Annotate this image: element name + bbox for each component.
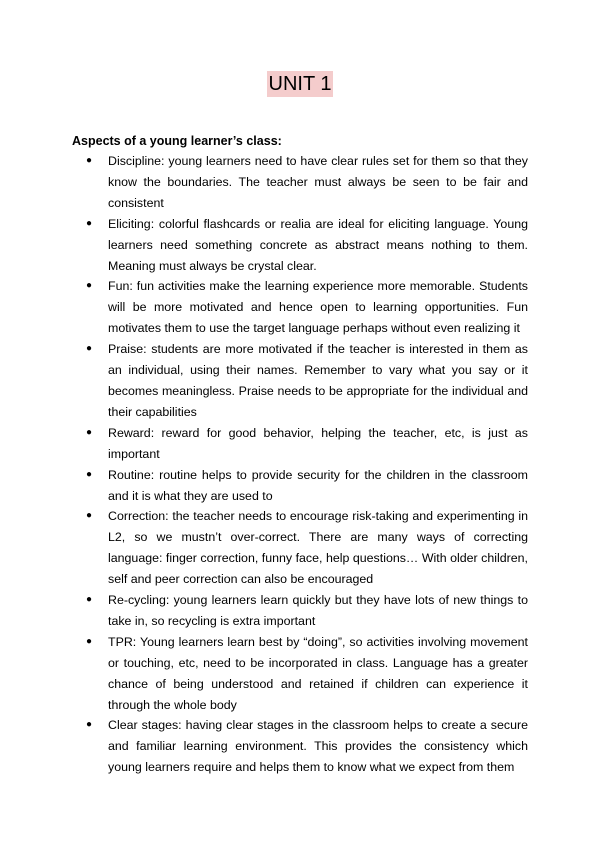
list-item-text: Fun: fun activities make the learning experience more memorable. Students will be more motivated and hence open to learning opportunities. Fun motivates them to use the target language perhaps without even realizing it — [108, 279, 528, 336]
bullet-icon: ● — [86, 155, 93, 166]
bullet-icon: ● — [86, 635, 93, 647]
list-item-text: Correction: the teacher needs to encourage risk-taking and experimenting in L2, so we mustn’t over-correct. There are many ways of correcting language: finger correction, funny face, help questions… With older children, self and peer correction can also be encouraged — [108, 509, 528, 587]
list-item-text: Re-cycling: young learners learn quickly but they have lots of new things to take in, so recycling is extra important — [108, 593, 528, 628]
page-title: UNIT 1 — [268, 73, 332, 95]
list-item-text: Clear stages: having clear stages in the classroom helps to create a secure and familiar learning environment. This provides the consistency which young learners require and helps them to know what we expect from them — [108, 718, 528, 775]
list-item-eliciting — [72, 214, 528, 277]
list-item-recycling — [72, 590, 528, 632]
list-item-correction — [72, 506, 528, 590]
bullet-icon: ● — [86, 510, 93, 522]
list-item-text: Discipline: young learners need to have clear rules set for them so that they know the boundaries. The teacher must always be seen to be fair and consistent — [108, 154, 528, 210]
list-item-fun — [72, 276, 528, 339]
bullet-icon: ● — [86, 426, 93, 438]
list-item-text: Eliciting: colorful flashcards or realia are ideal for eliciting language. Young learners need something concrete as abstract means nothing to them. Meaning must always be crystal clear. — [108, 216, 528, 273]
list-item-discipline — [72, 151, 528, 214]
list-item-text: TPR: Young learners learn best by “doing”, so activities involving movement or touching, etc, need to be incorporated in class. Language has a greater chance of being understood and retained if children can experience it through the whole body — [108, 634, 528, 712]
list-item-routine — [72, 465, 528, 507]
bullet-icon: ● — [86, 719, 93, 731]
bullet-icon: ● — [86, 594, 93, 606]
section-heading: Aspects of a young learner’s class: — [72, 134, 282, 148]
list-item-text: Praise: students are more motivated if the teacher is interested in them as an individual, using their names. Remember to vary what you say or it becomes meaningless. Praise needs to be appropriate for the individual and their capabilities — [108, 342, 528, 419]
list-item-tpr — [72, 632, 528, 716]
list-item-text: Reward: reward for good behavior, helping the teacher, etc, is just as important — [108, 425, 528, 461]
bullet-icon: ● — [86, 468, 93, 480]
list-item-text: Routine: routine helps to provide security for the children in the classroom and it is what they are used to — [108, 467, 528, 503]
list-item-praise — [72, 339, 528, 423]
list-item-reward — [72, 423, 528, 465]
list-item-clear-stages — [72, 715, 528, 778]
bullet-icon: ● — [86, 217, 93, 229]
aspects-list — [72, 151, 528, 778]
bullet-icon: ● — [86, 280, 93, 292]
bullet-icon: ● — [86, 343, 93, 355]
title-container — [0, 71, 600, 97]
